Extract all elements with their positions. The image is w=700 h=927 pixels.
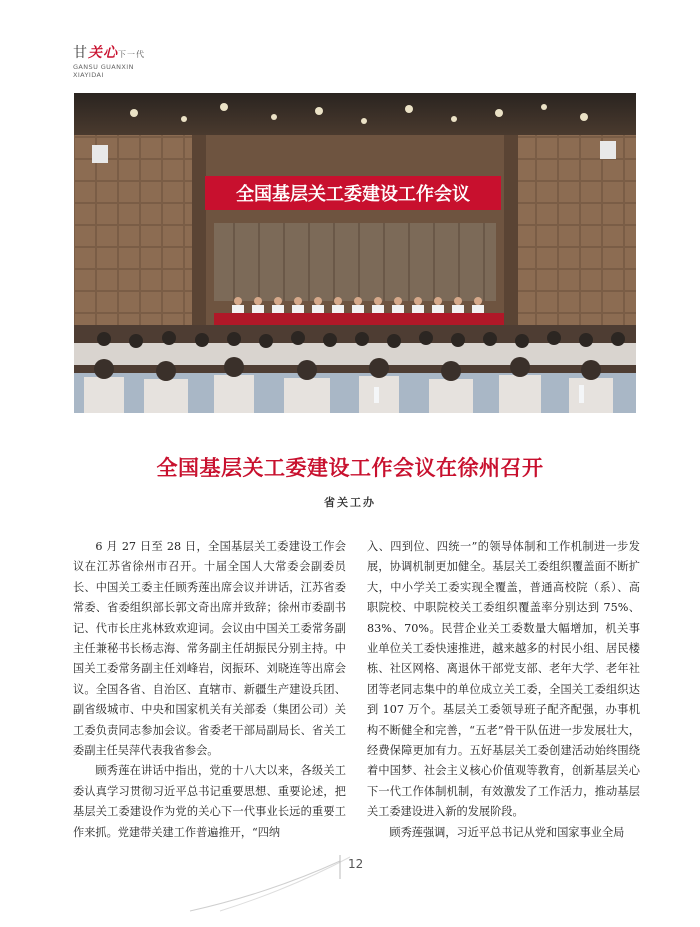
footer-decoration xyxy=(180,853,410,913)
paragraph: 顾秀莲在讲话中指出，党的十八大以来，各级关工委认真学习贯彻习近平总书记重要思想、重要论述，把基层关工委建设作为党的关心下一代事业长远的重要工作来抓。党建带关建工作普遍推开，“四纳 xyxy=(73,764,346,839)
paragraph: 6 月 27 日至 28 日，全国基层关工委建设工作会议在江苏省徐州市召开。十届全国人大常委会副委员长、中国关工委主任顾秀莲出席会议并讲话，江苏省委常委、省委组织部长郭文奇出席并致辞；徐州市委副书记、代市长庄兆林致欢迎词。会议由中国关工委常务副主任兼秘书长杨志海、常务副主任胡振民分别主持。中国关工委常务副主任刘峰岩，闵振环、刘晓连等出席会议。全国各省、自治区、直辖市、新疆生产建设兵团、副省级城市、中央和国家机关有关部委（集团公司）关工委负责同志参加会议。省委老干部局副局长、省关工委副主任吴萍代表我省参会。 xyxy=(73,540,346,758)
paragraph: 入、四到位、四统一”的领导体制和工作机制进一步发展，协调机制更加健全。基层关工委组织覆盖面不断扩大，中小学关工委实现全覆盖，普通高校院（系）、高职院校、中职院校关工委组织覆盖率分别达到 75%、83%、70%。民营企业关工委数量大幅增加，机关事业单位关工委快速推进，越来越多的村民小组、居民楼栋、社区网格、离退休干部党支部、老年大学、老年社团等老同志集中的单位成立关工委，全国关工委组织达到 107 万个。基层关工委领导班子配齐配强，办事机构不断健全和完善，“五老”骨干队伍进一步发展壮大，经费保障更加有力。五好基层关工委创建活动始终围绕着中国梦、社会主义核心价值观等教育，创新基层关心下一代工作体制机制，有效激发了工作活力，推动基层关工委建设进入新的发展阶段。 xyxy=(367,540,640,819)
article-column-left xyxy=(73,537,346,843)
masthead-pinyin-2: XIAYIDAI xyxy=(73,71,104,79)
masthead-title-main: 甘 xyxy=(73,45,88,61)
paragraph: 顾秀莲强调，习近平总书记从党和国家事业全局 xyxy=(389,825,625,839)
article-byline: 省关工办 xyxy=(324,496,376,509)
banner-text: 全国基层关工委建设工作会议 xyxy=(236,184,470,205)
masthead-pinyin-1: GANSU GUANXIN xyxy=(73,63,134,71)
masthead-title-red: 关心 xyxy=(88,45,118,61)
article-column-right xyxy=(367,537,640,843)
masthead-title-small: 下一代 xyxy=(118,50,145,59)
masthead-title xyxy=(73,45,163,63)
page-number: 12 xyxy=(348,857,364,871)
masthead-logo xyxy=(73,45,163,93)
conference-photo xyxy=(74,93,636,413)
article-headline: 全国基层关工委建设工作会议在徐州召开 xyxy=(156,455,544,480)
